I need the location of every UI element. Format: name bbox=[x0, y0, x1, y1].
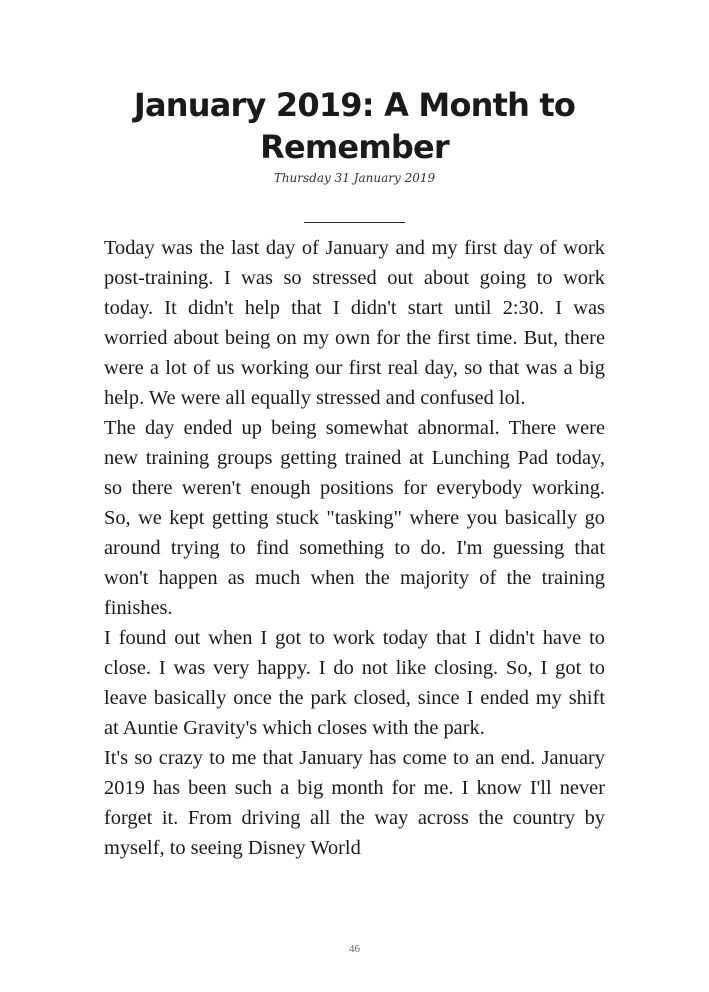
entry-date: Thursday 31 January 2019 bbox=[273, 171, 436, 185]
body-paragraph: The day ended up being somewhat abnormal. There were new training groups getting trained at Lunching Pad today, so there weren't enough positions for everybody working. So, we kept getting stuck "tasking" where you basically go around trying to find something to do. I'm guessing that won't happen as much when the majority of the training finishes. bbox=[104, 417, 605, 619]
title-divider bbox=[304, 222, 405, 223]
body-paragraph: It's so crazy to me that January has come to an end. January 2019 has been such a big month for me. I know I'll never forget it. From driving all the way across the country by myself, to seeing Disney World bbox=[104, 747, 605, 859]
entry-body bbox=[104, 233, 605, 863]
entry-title: January 2019: A Month to Remember bbox=[133, 86, 576, 166]
body-paragraph: I found out when I got to work today that I didn't have to close. I was very happy. I do not like closing. So, I got to leave basically once the park closed, since I ended my shift at Auntie Gravity's which closes with the park. bbox=[104, 627, 605, 739]
page-number: 46 bbox=[349, 943, 360, 955]
body-paragraph: Today was the last day of January and my first day of work post-training. I was so stressed out about going to work today. It didn't help that I didn't start until 2:30. I was worried about being on my own for the first time. But, there were a lot of us working our first real day, so that was a big help. We were all equally stressed and confused lol. bbox=[104, 237, 605, 409]
